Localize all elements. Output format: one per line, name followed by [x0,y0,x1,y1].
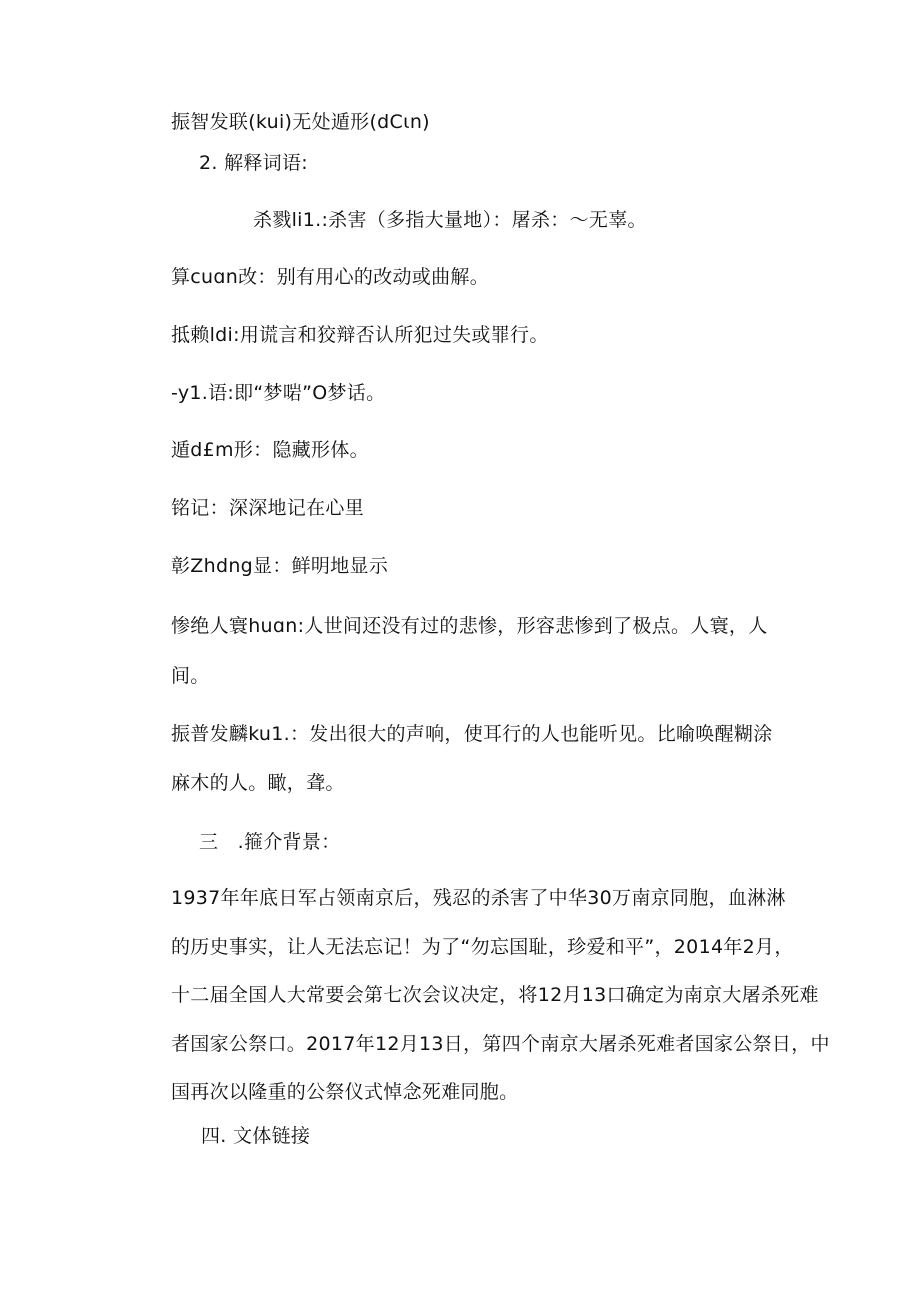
text-line-7: 遁d£m形：隐藏形体。 [171,439,369,461]
text-line-17: 十二届全国人大常要会第七次会议决定，将12月13口确定为南京大屠杀死难 [171,984,819,1006]
text-line-13: 麻木的人。瞰，聋。 [171,772,345,794]
text-line-10: 惨绝人寰huɑn:人世间还没有过的悲惨，形容悲惨到了极点。人寰，人 [171,615,768,637]
text-line-1: 振智发联(kui)无处遁形(dCιn) [171,111,430,133]
text-line-19: 国再次以隆重的公祭仪式悼念死难同胞。 [171,1081,519,1103]
text-line-3: 杀戮li1.:杀害（多指大量地）：屠杀：～无辜。 [253,209,647,231]
text-line-12: 振普发麟ku1.：发出很大的声响，使耳行的人也能听见。比喻唤醒糊涂 [171,723,773,745]
text-line-18: 者国家公祭口。2017年12月13日，第四个南京大屠杀死难者国家公祭日，中 [171,1033,830,1055]
text-line-16: 的历史事实，让人无法忘记！为了“勿忘国耻，珍爱和平”，2014年2月， [171,936,794,958]
text-line-6: -y1.语:即“梦啱”O梦话。 [171,382,386,404]
section-heading-4: 四. 文体链接 [201,1125,311,1147]
text-line-5: 抵赖ldi:用谎言和狡辩否认所犯过失或罪行。 [171,324,549,346]
text-line-4: 算cuɑn改：别有用心的改动或曲解。 [171,266,489,288]
text-line-9: 彰Zhdng显：鲜明地显示 [171,555,389,577]
text-line-11: 间。 [171,665,210,687]
text-line-8: 铭记：深深地记在心里 [171,497,365,519]
text-line-2: 2. 解释词语: [199,152,308,174]
text-line-15: 1937年年底日军占领南京后，残忍的杀害了中华30万南京同胞，血淋淋 [171,887,786,909]
section-heading-3: 三 .箍介背景： [199,831,341,853]
